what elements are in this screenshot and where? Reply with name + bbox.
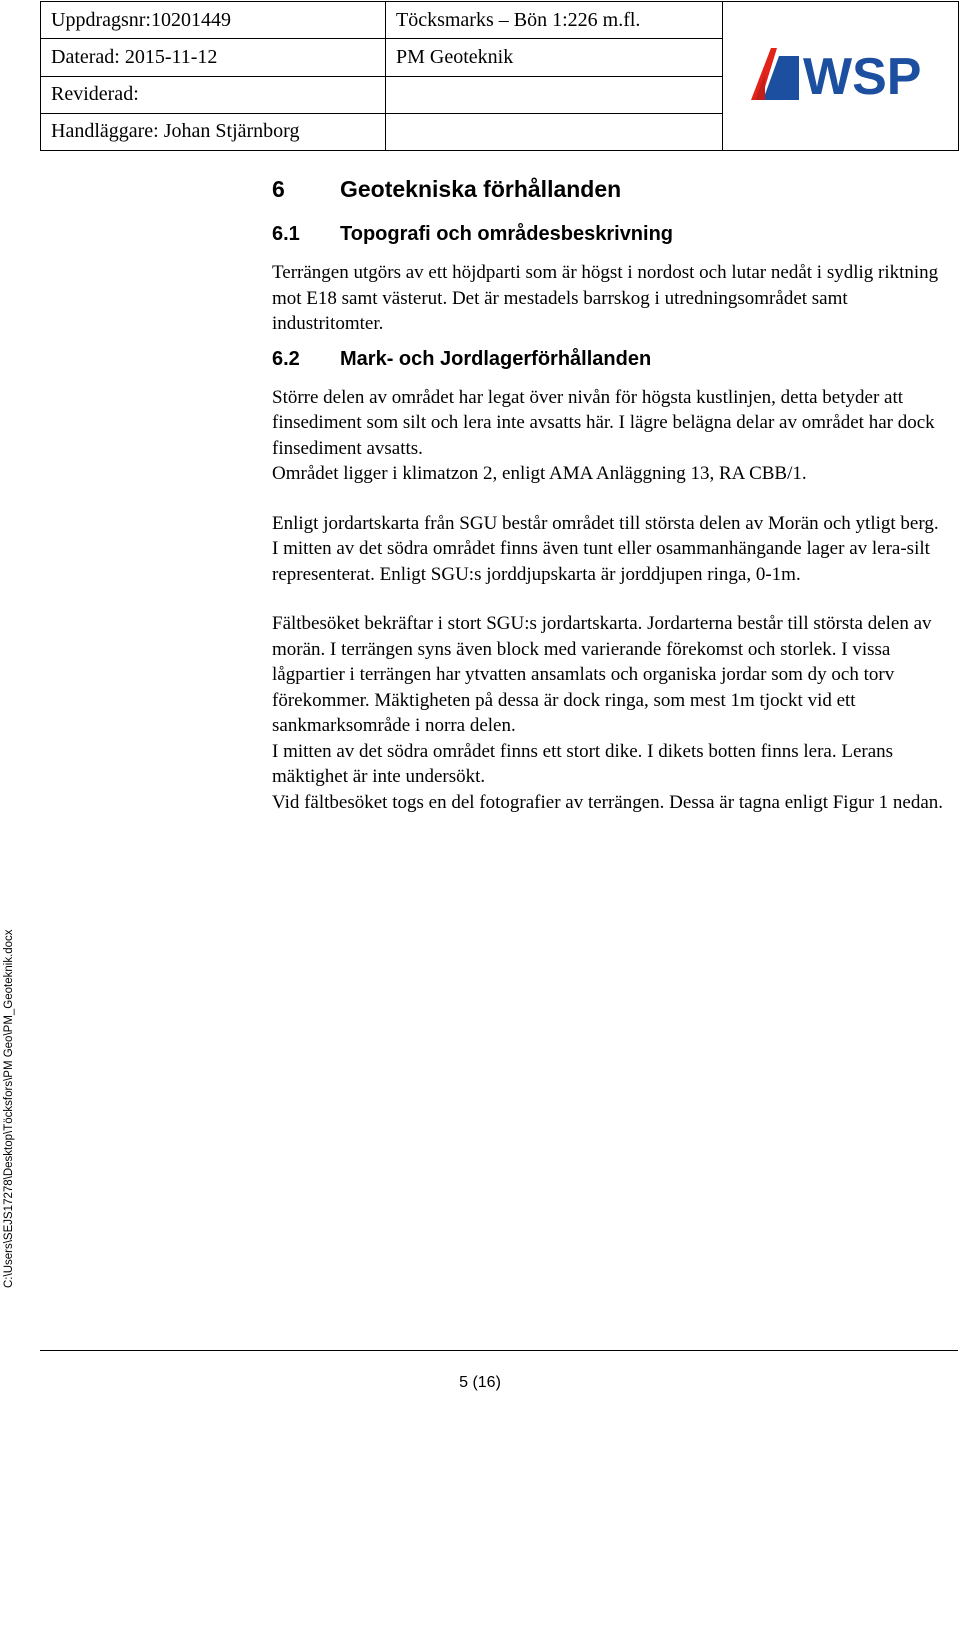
heading-number: 6.2 — [272, 347, 300, 370]
heading-title: Mark- och Jordlagerförhållanden — [340, 347, 652, 370]
heading-number: 6 — [272, 176, 285, 202]
heading-number: 6.1 — [272, 223, 300, 245]
heading-6-2 — [272, 348, 948, 371]
paragraph: Området ligger i klimatzon 2, enligt AMA Anläggning 13, RA CBB/1. — [272, 463, 807, 484]
paragraph: Fältbesöket bekräftar i stort SGU:s jordartskarta. Jordarterna består till största delen av morän. I terrängen syns även block med varierande förekomst och storlek. I vissa lågpartier i terrängen har ytvatten ansamlats och organiska jordar som dy och torv förekommer. Mäktigheten på dessa är dock ringa, som mest 1m tjockt vid ett sankmarksområde i norra delen. — [272, 613, 932, 736]
document-body — [272, 170, 948, 815]
page-number: 5 (16) — [459, 1374, 501, 1391]
paragraph: Enligt jordartskarta från SGU består området till största delen av Morän och ytligt berg. I mitten av det södra området finns även tunt eller osammanhängande lager av lera-silt representerat. Enligt SGU:s jorddjupskarta är jorddjupen ringa, 0-1m. — [272, 512, 939, 585]
wsp-logo-icon — [741, 38, 941, 108]
project-name: Töcksmarks – Bön 1:226 m.fl. — [386, 2, 723, 39]
logo-text: WSP — [802, 48, 921, 106]
empty-cell — [386, 113, 723, 150]
paragraph: Terrängen utgörs av ett höjdparti som är högst i nordost och lutar nedåt i sydlig riktning mot E18 samt västerut. Det är mestadels barrskog i utredningsområdet samt industritomter. — [272, 262, 939, 334]
assignment-number: Uppdragsnr:10201449 — [41, 2, 386, 39]
handler: Handläggare: Johan Stjärnborg — [41, 113, 386, 150]
paragraph: Större delen av området har legat över nivån för högsta kustlinjen, detta betyder att finsediment som silt och lera inte avsatts här. I lägre belägna delar av området har dock finsediment avsatts. — [272, 386, 935, 459]
file-path: C:\Users\SEJS17278\Desktop\Töcksfors\PM Geo\PM_Geoteknik.docx — [3, 929, 15, 1288]
heading-title: Geotekniska förhållanden — [340, 176, 622, 202]
dated: Daterad: 2015-11-12 — [41, 39, 386, 76]
file-path-margin — [3, 929, 19, 1638]
logo-cell — [723, 2, 959, 151]
document-type: PM Geoteknik — [386, 39, 723, 76]
header-table — [40, 1, 959, 151]
footer-divider — [40, 1350, 958, 1351]
revised: Reviderad: — [41, 76, 386, 113]
paragraph: I mitten av det södra området finns ett stort dike. I dikets botten finns lera. Lerans mäktighet är inte undersökt. — [272, 740, 894, 787]
heading-6 — [272, 176, 948, 203]
paragraph: Vid fältbesöket togs en del fotografier av terrängen. Dessa är tagna enligt Figur 1 nedan. — [272, 791, 944, 813]
heading-6-1 — [272, 223, 948, 246]
empty-cell — [386, 76, 723, 113]
heading-title: Topografi och områdesbeskrivning — [340, 223, 674, 245]
